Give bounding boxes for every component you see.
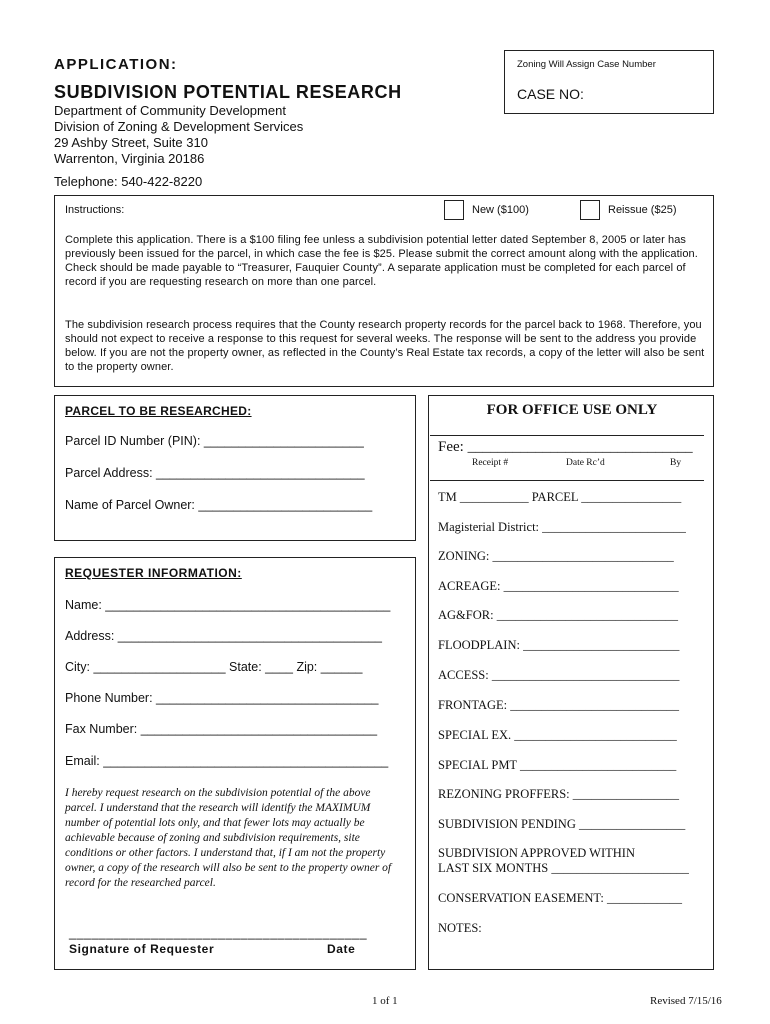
instructions-label: Instructions:: [65, 204, 125, 216]
requester-city-state-zip-field[interactable]: City: ___________________ State: ____ Zip: ______: [65, 660, 363, 674]
requester-fax-field[interactable]: Fax Number: __________________________________: [65, 722, 378, 736]
fee-field[interactable]: Fee: ______________________________: [438, 439, 693, 455]
instructions-paragraph-1: Complete this application. There is a $100 filing fee unless a subdivision potential letter dated September 8, 2005 or later has previously been issued for the parcel, in which case the fee is $25. Please submit the correct amount along with the application. Check should be made payable to “Treasurer, Fauquier County”. A separate application must be completed for each parcel of record if you are requesting research on more than one parcel.: [65, 234, 698, 288]
date-label: Date: [327, 942, 356, 956]
office-use-heading: FOR OFFICE USE ONLY: [486, 402, 658, 418]
rezoning-proffers-field[interactable]: REZONING PROFFERS: _________________: [438, 787, 679, 801]
magisterial-district-field[interactable]: Magisterial District: _______________________: [438, 520, 686, 534]
parcel-pin-field[interactable]: Parcel ID Number (PIN): _______________________: [65, 434, 364, 448]
instructions-box: [54, 195, 714, 387]
subdivision-approved-field[interactable]: LAST SIX MONTHS ______________________: [438, 861, 689, 875]
case-number-label: CASE NO:: [517, 86, 584, 102]
special-ex-field[interactable]: SPECIAL EX. __________________________: [438, 728, 677, 742]
parcel-owner-field[interactable]: Name of Parcel Owner: _________________________: [65, 498, 373, 512]
page-title: SUBDIVISION POTENTIAL RESEARCH: [54, 82, 402, 102]
dept-line: Warrenton, Virginia 20186: [54, 151, 205, 166]
signature-line[interactable]: ________________________________________: [69, 926, 368, 940]
dept-line: Department of Community Development: [54, 103, 286, 118]
requester-box: [54, 557, 416, 970]
conservation-easement-field[interactable]: CONSERVATION EASEMENT: ____________: [438, 891, 682, 905]
signature-label: Signature of Requester: [69, 942, 215, 956]
application-label: APPLICATION:: [54, 56, 178, 73]
parcel-address-field[interactable]: Parcel Address: ______________________________: [65, 466, 365, 480]
receipt-label: Receipt #: [472, 458, 509, 468]
new-checkbox[interactable]: [444, 200, 464, 220]
subdivision-approved-label: SUBDIVISION APPROVED WITHIN: [438, 846, 635, 860]
requester-name-field[interactable]: Name: _________________________________________: [65, 598, 391, 612]
by-label: By: [670, 458, 682, 468]
revised-date: Revised 7/15/16: [650, 995, 722, 1007]
subdivision-pending-field[interactable]: SUBDIVISION PENDING _________________: [438, 817, 686, 831]
instructions-paragraph-2: The subdivision research process requires that the County research property records for the parcel back to 1968. Therefore, you should not expect to receive a response to this request for several weeks. The response will be sent to the address you provide below. If you are not the property owner, as reflected in the County’s Real Estate tax records, a copy of the letter will also be sent to the property owner.: [65, 319, 705, 373]
parcel-heading: PARCEL TO BE RESEARCHED:: [65, 404, 252, 418]
requester-email-field[interactable]: Email: _________________________________________: [65, 754, 389, 768]
case-number-note: Zoning Will Assign Case Number: [517, 59, 656, 70]
telephone: Telephone: 540-422-8220: [54, 174, 203, 189]
requester-address-field[interactable]: Address: ______________________________________: [65, 629, 382, 643]
dept-line: 29 Ashby Street, Suite 310: [54, 135, 208, 150]
requester-phone-field[interactable]: Phone Number: ________________________________: [65, 691, 379, 705]
notes-field[interactable]: NOTES:: [438, 921, 482, 935]
tm-parcel-field[interactable]: TM ___________ PARCEL ________________: [438, 490, 682, 504]
date-received-label: Date Rc’d: [566, 458, 605, 468]
access-field[interactable]: ACCESS: ______________________________: [438, 668, 680, 682]
requester-statement: I hereby request research on the subdivision potential of the above parcel. I understand that the research will identify the MAXIMUM number of potential lots only, and that fewer lots may actually be achievable because of zoning and subdivision requirements, site conditions or other factors. I understand that, if I am not the property owner, a copy of the research will also be sent to the property owner of record for the researched parcel.: [65, 787, 392, 889]
page-number: 1 of 1: [372, 995, 398, 1007]
case-number-box[interactable]: [504, 50, 714, 114]
new-option-label: New ($100): [472, 204, 529, 216]
parcel-box: [54, 395, 416, 541]
zoning-field[interactable]: ZONING: _____________________________: [438, 549, 674, 563]
floodplain-field[interactable]: FLOODPLAIN: _________________________: [438, 638, 680, 652]
reissue-checkbox[interactable]: [580, 200, 600, 220]
acreage-field[interactable]: ACREAGE: ____________________________: [438, 579, 679, 593]
office-divider: [430, 480, 704, 481]
ag-for-field[interactable]: AG&FOR: _____________________________: [438, 608, 678, 622]
frontage-field[interactable]: FRONTAGE: ___________________________: [438, 698, 680, 712]
department-address: [54, 103, 303, 167]
reissue-option-label: Reissue ($25): [608, 204, 677, 216]
requester-heading: REQUESTER INFORMATION:: [65, 566, 242, 580]
dept-line: Division of Zoning & Development Services: [54, 119, 304, 134]
special-pmt-field[interactable]: SPECIAL PMT _________________________: [438, 758, 677, 772]
office-divider: [430, 435, 704, 436]
